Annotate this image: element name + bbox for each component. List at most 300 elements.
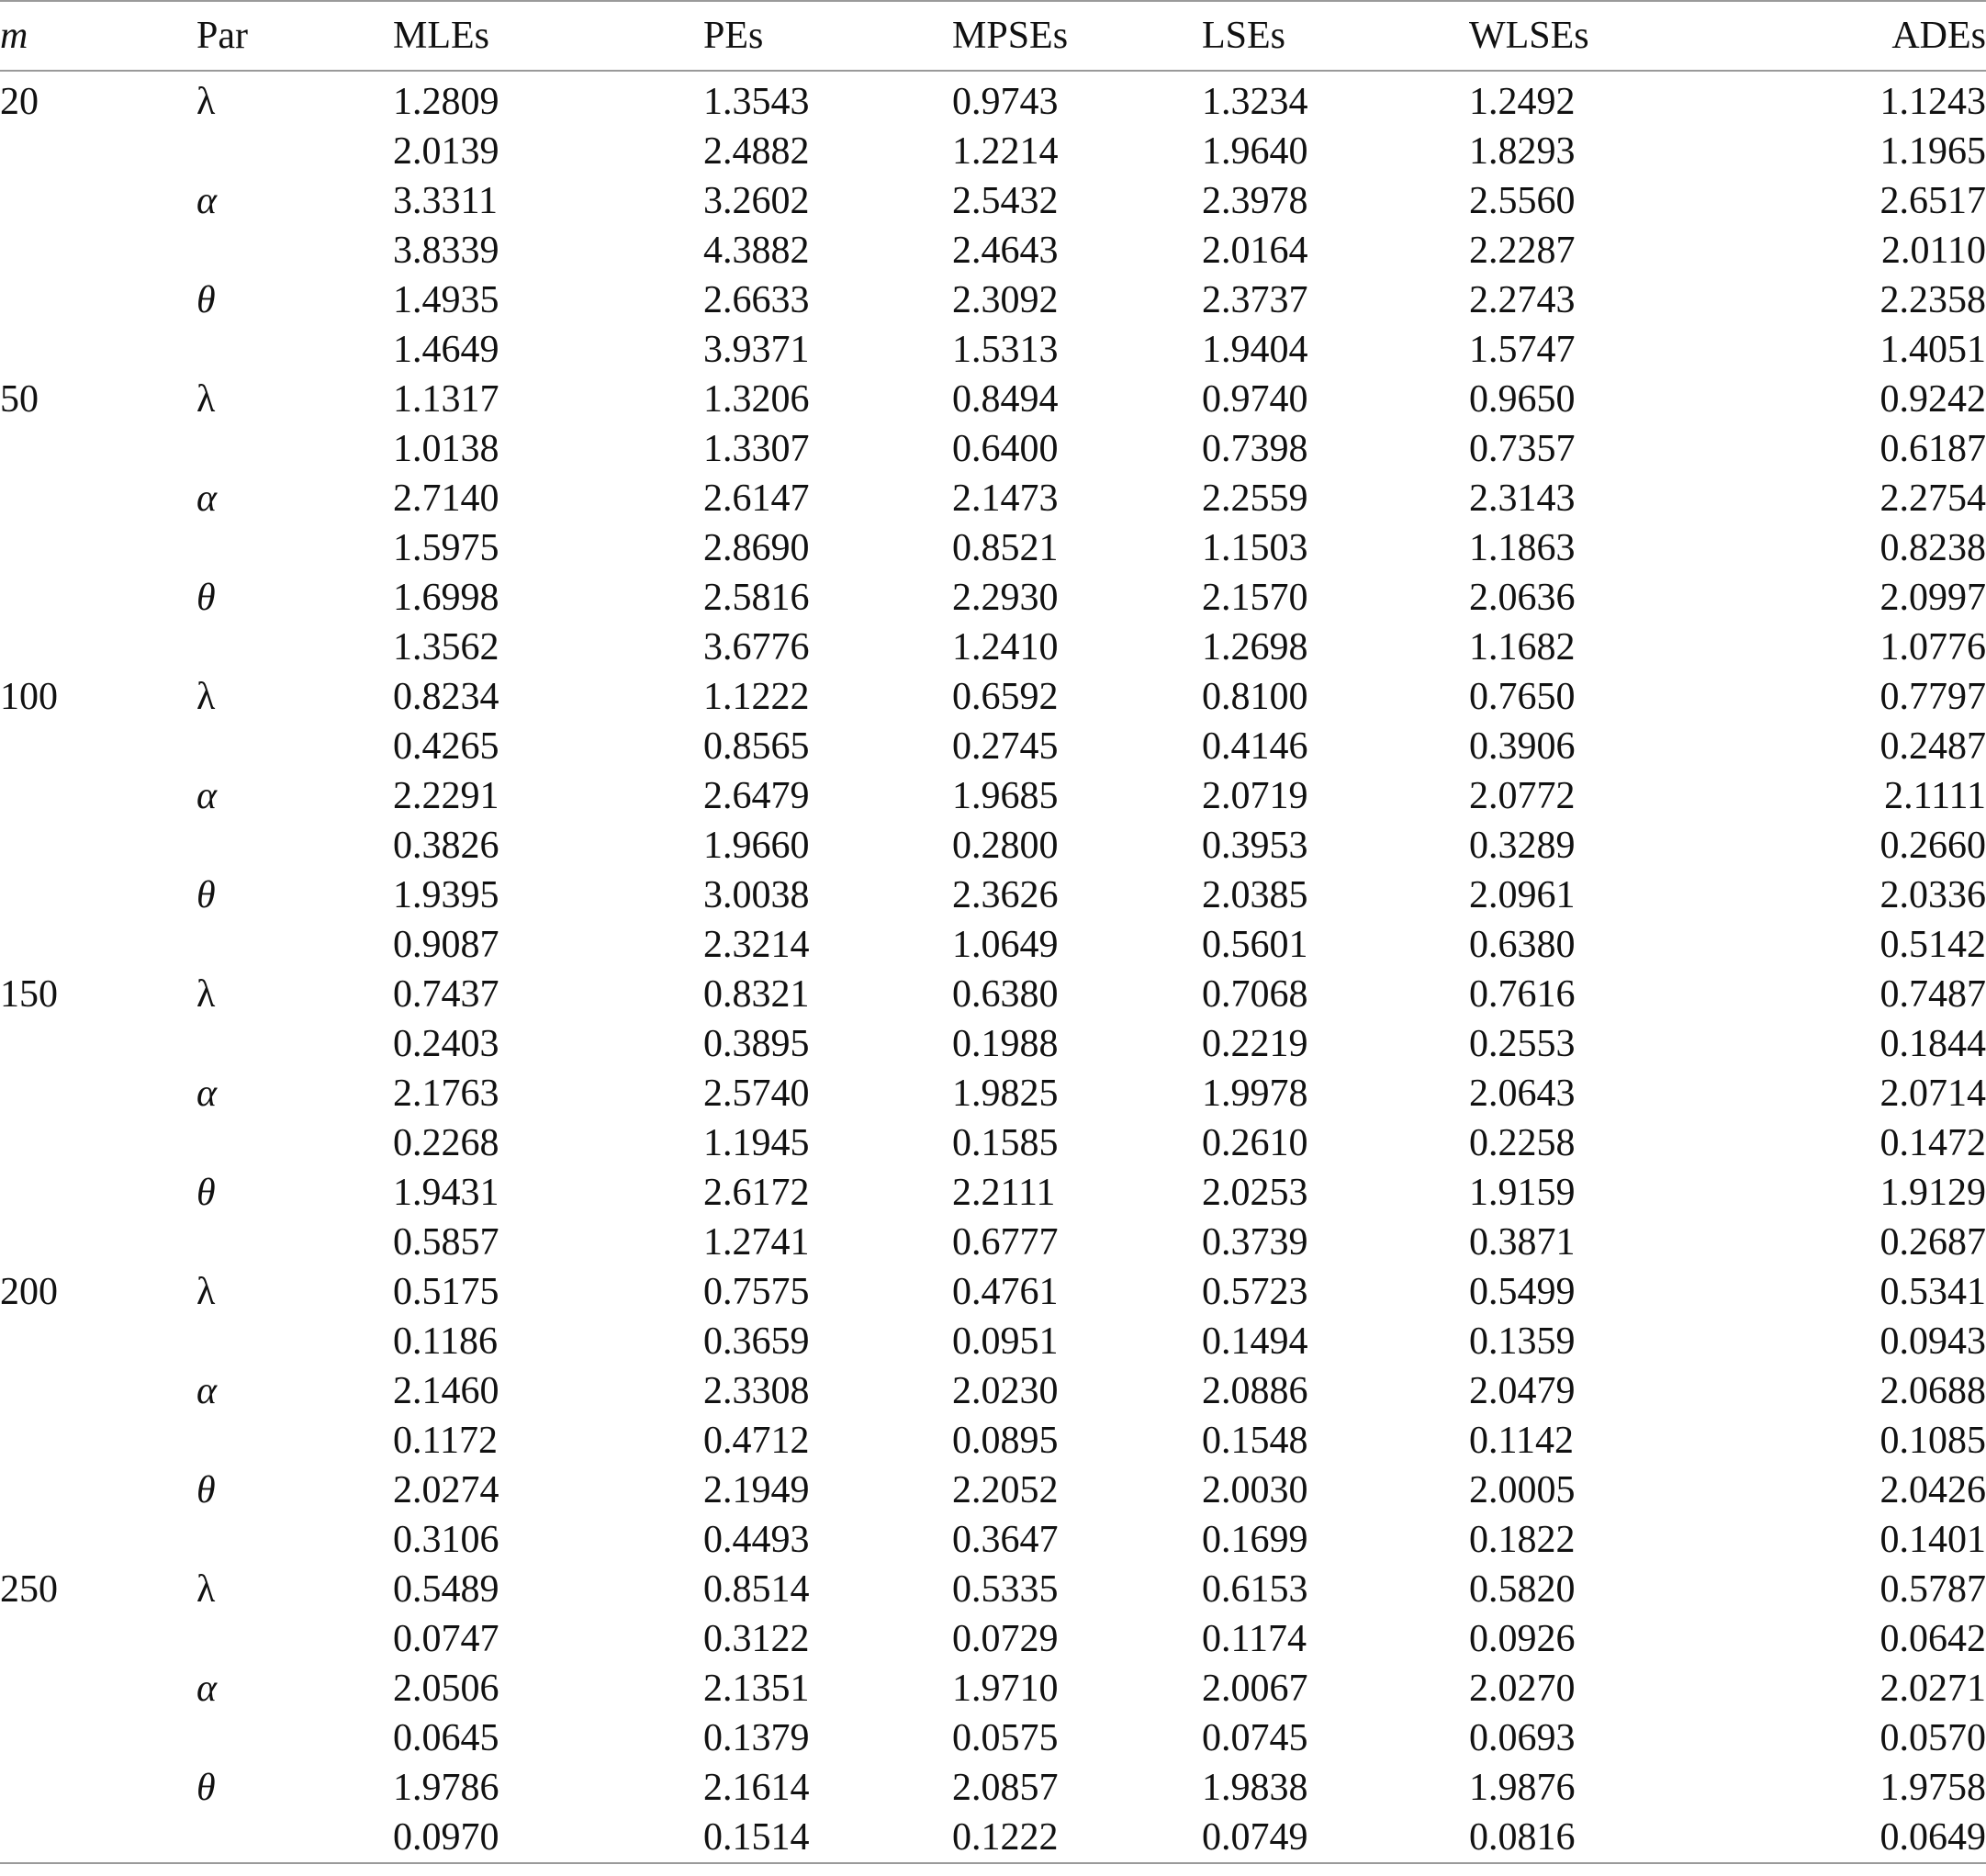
cell-par: α: [196, 1370, 218, 1412]
table-body: [0, 71, 1986, 1863]
cell-pe: 2.1614: [703, 1767, 810, 1809]
table-row: [0, 1267, 1986, 1317]
table-row: [0, 474, 1986, 523]
cell-mle: 0.1186: [393, 1320, 498, 1363]
table-row: [0, 1813, 1986, 1863]
cell-par: [196, 127, 393, 176]
cell-m: 50: [0, 378, 39, 421]
cell-pe: 3.0038: [703, 874, 810, 916]
cell-par: [196, 920, 393, 970]
cell-ade: 0.2487: [1879, 725, 1986, 768]
cell-wlse: 0.7650: [1469, 676, 1576, 718]
table-row: [0, 1763, 1986, 1813]
cell-wlse: 2.0479: [1469, 1370, 1576, 1412]
cell-ade: 1.0776: [1879, 626, 1986, 668]
cell-m: [0, 1813, 196, 1863]
cell-m: [0, 474, 196, 523]
cell-wlse: 2.2743: [1469, 279, 1576, 321]
cell-wlse: 0.2258: [1469, 1122, 1576, 1164]
cell-mpse: 0.1585: [952, 1122, 1059, 1164]
cell-mle: 0.3826: [393, 825, 499, 867]
cell-mpse: 2.5432: [952, 180, 1059, 222]
cell-mle: 1.0138: [393, 428, 499, 470]
cell-pe: 2.4882: [703, 130, 810, 173]
cell-pe: 1.1945: [703, 1122, 810, 1164]
table-row: [0, 1713, 1986, 1763]
cell-mpse: 0.6380: [952, 973, 1059, 1016]
cell-wlse: 0.3289: [1469, 825, 1576, 867]
cell-mpse: 1.2410: [952, 626, 1059, 668]
cell-m: [0, 523, 196, 573]
cell-pe: 3.2602: [703, 180, 810, 222]
cell-ade: 0.7487: [1879, 973, 1986, 1016]
cell-lse: 2.3737: [1202, 279, 1308, 321]
cell-ade: 0.1844: [1879, 1023, 1986, 1065]
cell-pe: 2.6479: [703, 775, 810, 817]
cell-wlse: 0.5499: [1469, 1271, 1576, 1313]
cell-ade: 2.2358: [1879, 279, 1986, 321]
cell-mle: 2.7140: [393, 477, 499, 520]
cell-wlse: 0.0693: [1469, 1717, 1576, 1759]
table-row: [0, 771, 1986, 821]
cell-ade: 2.0110: [1881, 230, 1986, 272]
cell-m: [0, 1218, 196, 1267]
table-row: [0, 722, 1986, 771]
cell-lse: 0.5723: [1202, 1271, 1308, 1313]
cell-lse: 0.4146: [1202, 725, 1308, 768]
cell-lse: 1.3234: [1202, 81, 1308, 123]
cell-mle: 1.2809: [393, 81, 499, 123]
cell-mle: 2.2291: [393, 775, 499, 817]
cell-pe: 0.1514: [703, 1813, 952, 1863]
cell-m: [0, 176, 196, 226]
table-row: [0, 573, 1986, 623]
cell-lse: 0.1174: [1202, 1618, 1307, 1660]
cell-ade: 2.0714: [1879, 1073, 1986, 1115]
cell-lse: 0.0745: [1202, 1717, 1308, 1759]
cell-lse: 0.2219: [1202, 1023, 1308, 1065]
table-row: [0, 1664, 1986, 1713]
cell-mle: 2.0506: [393, 1668, 499, 1710]
cell-par: [196, 1416, 393, 1466]
cell-par: [196, 1614, 393, 1664]
cell-par: [196, 623, 393, 672]
cell-m: [0, 1416, 196, 1466]
cell-m: [0, 127, 196, 176]
cell-pe: 2.1949: [703, 1469, 810, 1511]
cell-pe: 3.6776: [703, 626, 810, 668]
cell-wlse: 0.1142: [1469, 1420, 1574, 1462]
table-row: [0, 325, 1986, 375]
cell-par: α: [196, 1668, 218, 1710]
cell-par: α: [196, 775, 218, 817]
cell-lse: 0.6153: [1202, 1568, 1308, 1611]
cell-mle: 0.5175: [393, 1271, 499, 1313]
cell-par: α: [196, 1073, 218, 1115]
cell-lse: 0.2610: [1202, 1122, 1308, 1164]
cell-par: [196, 1713, 393, 1763]
cell-pe: 1.1222: [703, 676, 810, 718]
cell-lse: 0.3953: [1202, 825, 1308, 867]
cell-mpse: 0.8494: [952, 378, 1059, 421]
cell-par: θ: [196, 1469, 216, 1511]
cell-pe: 0.3895: [703, 1023, 810, 1065]
cell-ade: 0.6187: [1879, 428, 1986, 470]
cell-lse: 0.1699: [1202, 1519, 1308, 1561]
cell-mpse: 0.0729: [952, 1618, 1059, 1660]
table-row: [0, 1466, 1986, 1515]
cell-pe: 3.9371: [703, 329, 810, 371]
cell-m: [0, 1515, 196, 1565]
cell-pe: 1.3307: [703, 428, 810, 470]
cell-wlse: 0.2553: [1469, 1023, 1576, 1065]
cell-ade: 1.9129: [1879, 1172, 1986, 1214]
cell-mle: 0.0970: [393, 1813, 703, 1863]
cell-mle: 1.9431: [393, 1172, 499, 1214]
cell-mle: 2.1460: [393, 1370, 499, 1412]
cell-mle: 1.5975: [393, 527, 499, 569]
cell-par: [196, 1019, 393, 1069]
cell-m: 250: [0, 1568, 58, 1611]
cell-par: [196, 424, 393, 474]
table-row: [0, 1218, 1986, 1267]
table-row: [0, 523, 1986, 573]
cell-mle: 1.6998: [393, 577, 499, 619]
cell-mle: 0.0747: [393, 1618, 499, 1660]
cell-lse: 2.1570: [1202, 577, 1308, 619]
cell-lse: 0.5601: [1202, 924, 1308, 966]
cell-m: [0, 920, 196, 970]
cell-pe: 0.8565: [703, 725, 810, 768]
cell-mle: 2.0274: [393, 1469, 499, 1511]
cell-ade: 0.0649: [1718, 1813, 1986, 1863]
cell-mpse: 2.3092: [952, 279, 1059, 321]
cell-mpse: 2.1473: [952, 477, 1059, 520]
cell-pe: 1.9660: [703, 825, 810, 867]
cell-m: 20: [0, 81, 39, 123]
cell-mle: 1.9395: [393, 874, 499, 916]
cell-mle: 3.8339: [393, 230, 499, 272]
table-row: [0, 1168, 1986, 1218]
cell-mpse: 1.2214: [952, 130, 1059, 173]
cell-ade: 0.5142: [1879, 924, 1986, 966]
cell-mle: 0.2403: [393, 1023, 499, 1065]
table-row: [0, 1366, 1986, 1416]
cell-ade: 1.1965: [1879, 130, 1986, 173]
table-row: [0, 1565, 1986, 1614]
cell-pe: 2.3214: [703, 924, 810, 966]
header-pes: PEs: [703, 1, 952, 71]
cell-m: [0, 722, 196, 771]
cell-mle: 0.5857: [393, 1221, 499, 1264]
cell-m: [0, 623, 196, 672]
table-row: [0, 1118, 1986, 1168]
header-ades: ADEs: [1718, 1, 1986, 71]
cell-wlse: 2.3143: [1469, 477, 1576, 520]
cell-wlse: 2.0961: [1469, 874, 1576, 916]
table-row: [0, 226, 1986, 275]
cell-m: [0, 1118, 196, 1168]
cell-pe: 0.4493: [703, 1519, 810, 1561]
cell-mle: 2.1763: [393, 1073, 499, 1115]
cell-lse: 2.3978: [1202, 180, 1308, 222]
cell-ade: 2.6517: [1879, 180, 1986, 222]
cell-wlse: 1.9876: [1469, 1767, 1576, 1809]
cell-pe: 2.6172: [703, 1172, 810, 1214]
cell-mpse: 2.3626: [952, 874, 1059, 916]
cell-pe: 2.1351: [703, 1668, 810, 1710]
cell-m: [0, 1168, 196, 1218]
cell-ade: 2.0271: [1879, 1668, 1986, 1710]
cell-ade: 1.9758: [1879, 1767, 1986, 1809]
cell-mpse: 0.1988: [952, 1023, 1059, 1065]
cell-mpse: 0.2800: [952, 825, 1059, 867]
cell-lse: 1.2698: [1202, 626, 1308, 668]
cell-par: θ: [196, 577, 216, 619]
cell-pe: 1.3206: [703, 378, 810, 421]
cell-m: [0, 871, 196, 920]
table-row: [0, 275, 1986, 325]
cell-par: [196, 1317, 393, 1366]
cell-mle: 1.4935: [393, 279, 499, 321]
cell-mle: 0.0645: [393, 1717, 499, 1759]
cell-pe: 0.3659: [703, 1320, 810, 1363]
cell-wlse: 1.2492: [1469, 81, 1576, 123]
cell-lse: 2.2559: [1202, 477, 1308, 520]
cell-ade: 0.5341: [1879, 1271, 1986, 1313]
cell-ade: 2.0336: [1879, 874, 1986, 916]
cell-par: θ: [196, 1172, 216, 1214]
cell-pe: 2.6633: [703, 279, 810, 321]
cell-mle: 0.1172: [393, 1420, 498, 1462]
cell-mpse: 1.9710: [952, 1668, 1059, 1710]
cell-lse: 2.0719: [1202, 775, 1308, 817]
header-par: Par: [196, 1, 393, 71]
header-mpses: MPSEs: [952, 1, 1202, 71]
cell-mle: 0.2268: [393, 1122, 499, 1164]
cell-ade: 0.7797: [1879, 676, 1986, 718]
cell-mle: 0.7437: [393, 973, 499, 1016]
cell-wlse: 2.0643: [1469, 1073, 1576, 1115]
cell-wlse: 0.9650: [1469, 378, 1576, 421]
cell-wlse: 2.0005: [1469, 1469, 1576, 1511]
cell-ade: 0.0570: [1879, 1717, 1986, 1759]
cell-mpse: 0.2745: [952, 725, 1059, 768]
cell-wlse: 1.1682: [1469, 626, 1576, 668]
cell-pe: 0.8321: [703, 973, 810, 1016]
cell-wlse: 2.2287: [1469, 230, 1576, 272]
cell-mpse: 0.3647: [952, 1519, 1059, 1561]
cell-mpse: 0.0895: [952, 1420, 1059, 1462]
cell-wlse: 2.5560: [1469, 180, 1576, 222]
cell-pe: 2.5740: [703, 1073, 810, 1115]
cell-lse: 2.0030: [1202, 1469, 1308, 1511]
table-row: [0, 871, 1986, 920]
cell-pe: 0.1379: [703, 1717, 810, 1759]
cell-ade: 0.1472: [1879, 1122, 1986, 1164]
cell-pe: 0.7575: [703, 1271, 810, 1313]
cell-wlse: 0.0926: [1469, 1618, 1576, 1660]
table-row: [0, 1069, 1986, 1118]
cell-par: λ: [196, 676, 216, 718]
cell-mle: 1.1317: [393, 378, 499, 421]
cell-mpse: 0.5335: [952, 1568, 1059, 1611]
cell-lse: 1.9640: [1202, 130, 1308, 173]
cell-mle: 0.5489: [393, 1568, 499, 1611]
cell-mpse: 1.0649: [952, 924, 1059, 966]
cell-wlse: 2.0270: [1469, 1668, 1576, 1710]
cell-ade: 0.2660: [1879, 825, 1986, 867]
cell-par: [196, 1813, 393, 1863]
cell-ade: 1.4051: [1879, 329, 1986, 371]
cell-m: [0, 1713, 196, 1763]
cell-mpse: 0.6777: [952, 1221, 1059, 1264]
cell-par: α: [196, 477, 218, 520]
cell-m: [0, 1019, 196, 1069]
cell-lse: 0.8100: [1202, 676, 1308, 718]
cell-pe: 0.4712: [703, 1420, 810, 1462]
cell-ade: 2.1111: [1884, 775, 1986, 817]
cell-wlse: 0.1822: [1469, 1519, 1576, 1561]
cell-par: [196, 226, 393, 275]
cell-mpse: 1.9825: [952, 1073, 1059, 1115]
cell-par: θ: [196, 1767, 216, 1809]
cell-lse: 0.0749: [1202, 1813, 1469, 1863]
cell-pe: 4.3882: [703, 230, 810, 272]
cell-mle: 0.9087: [393, 924, 499, 966]
cell-par: θ: [196, 279, 216, 321]
cell-mpse: 1.9685: [952, 775, 1059, 817]
cell-wlse: 0.7357: [1469, 428, 1576, 470]
cell-mpse: 1.5313: [952, 329, 1059, 371]
cell-mle: 1.3562: [393, 626, 499, 668]
cell-m: [0, 325, 196, 375]
cell-wlse: 0.6380: [1469, 924, 1576, 966]
cell-mpse: 0.4761: [952, 1271, 1059, 1313]
cell-wlse: 2.0772: [1469, 775, 1576, 817]
cell-mpse: 0.8521: [952, 527, 1059, 569]
cell-ade: 0.1085: [1879, 1420, 1986, 1462]
cell-pe: 0.8514: [703, 1568, 810, 1611]
cell-wlse: 0.5820: [1469, 1568, 1576, 1611]
cell-par: [196, 722, 393, 771]
cell-ade: 2.0997: [1879, 577, 1986, 619]
cell-m: 100: [0, 676, 58, 718]
cell-mpse: 2.2052: [952, 1469, 1059, 1511]
table-row: [0, 1614, 1986, 1664]
table-row: [0, 623, 1986, 672]
cell-par: [196, 1515, 393, 1565]
cell-m: [0, 1763, 196, 1813]
cell-mle: 0.3106: [393, 1519, 499, 1561]
table-row: [0, 176, 1986, 226]
cell-wlse: 1.8293: [1469, 130, 1576, 173]
cell-m: [0, 424, 196, 474]
cell-ade: 1.1243: [1879, 81, 1986, 123]
cell-wlse: 0.1359: [1469, 1320, 1576, 1363]
cell-lse: 0.9740: [1202, 378, 1308, 421]
cell-mpse: 0.6592: [952, 676, 1059, 718]
header-wlses: WLSEs: [1469, 1, 1718, 71]
cell-lse: 2.0886: [1202, 1370, 1308, 1412]
cell-lse: 0.7398: [1202, 428, 1308, 470]
cell-lse: 2.0253: [1202, 1172, 1308, 1214]
cell-m: [0, 771, 196, 821]
cell-par: [196, 325, 393, 375]
cell-m: [0, 573, 196, 623]
cell-par: α: [196, 180, 218, 222]
cell-ade: 0.5787: [1879, 1568, 1986, 1611]
cell-m: 150: [0, 973, 58, 1016]
cell-mle: 1.4649: [393, 329, 499, 371]
table-row: [0, 821, 1986, 871]
table-row: [0, 424, 1986, 474]
cell-m: [0, 1366, 196, 1416]
cell-m: [0, 275, 196, 325]
table-row: [0, 375, 1986, 424]
cell-mpse: 0.0575: [952, 1717, 1059, 1759]
cell-par: θ: [196, 874, 216, 916]
cell-pe: 0.3122: [703, 1618, 810, 1660]
cell-par: λ: [196, 378, 216, 421]
cell-lse: 0.1548: [1202, 1420, 1308, 1462]
cell-lse: 1.9978: [1202, 1073, 1308, 1115]
cell-par: λ: [196, 81, 216, 123]
cell-mle: 0.8234: [393, 676, 499, 718]
cell-mpse: 0.6400: [952, 428, 1059, 470]
cell-mpse: 0.0951: [952, 1320, 1059, 1363]
cell-m: [0, 1069, 196, 1118]
header-mles: MLEs: [393, 1, 703, 71]
cell-wlse: 1.5747: [1469, 329, 1576, 371]
cell-wlse: 0.0816: [1469, 1813, 1718, 1863]
cell-lse: 2.0067: [1202, 1668, 1308, 1710]
cell-m: [0, 1664, 196, 1713]
cell-mle: 3.3311: [393, 180, 498, 222]
cell-par: λ: [196, 973, 216, 1016]
cell-lse: 1.9838: [1202, 1767, 1308, 1809]
cell-m: 200: [0, 1271, 58, 1313]
cell-ade: 0.0642: [1879, 1618, 1986, 1660]
cell-mpse: 2.0230: [952, 1370, 1059, 1412]
cell-pe: 2.5816: [703, 577, 810, 619]
table-row: [0, 1416, 1986, 1466]
cell-lse: 0.7068: [1202, 973, 1308, 1016]
header-row: [0, 1, 1986, 71]
cell-wlse: 2.0636: [1469, 577, 1576, 619]
cell-wlse: 1.9159: [1469, 1172, 1576, 1214]
table-row: [0, 71, 1986, 127]
cell-m: [0, 1466, 196, 1515]
cell-m: [0, 1614, 196, 1664]
cell-pe: 2.3308: [703, 1370, 810, 1412]
cell-wlse: 0.3906: [1469, 725, 1576, 768]
cell-mpse: 2.0857: [952, 1767, 1059, 1809]
cell-par: [196, 821, 393, 871]
cell-mpse: 2.2930: [952, 577, 1059, 619]
table-row: [0, 1317, 1986, 1366]
cell-mpse: 2.4643: [952, 230, 1059, 272]
cell-wlse: 0.3871: [1469, 1221, 1576, 1264]
cell-pe: 2.6147: [703, 477, 810, 520]
table-row: [0, 672, 1986, 722]
cell-mpse: 2.2111: [952, 1172, 1056, 1214]
table-row: [0, 1019, 1986, 1069]
table-row: [0, 920, 1986, 970]
cell-pe: 1.3543: [703, 81, 810, 123]
table-row: [0, 970, 1986, 1019]
cell-mle: 2.0139: [393, 130, 499, 173]
